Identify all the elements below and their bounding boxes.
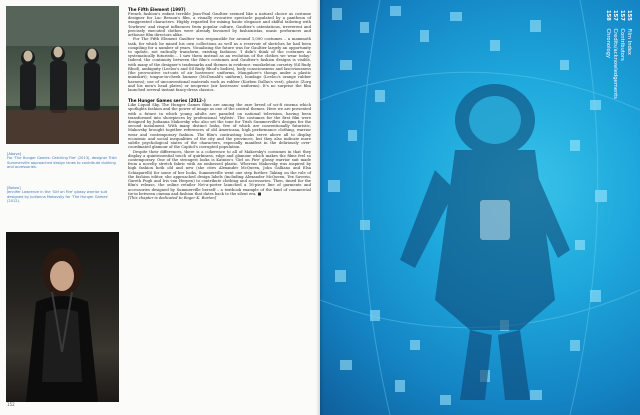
dedication: [This chapter is dedicated to Roger K. Burton] xyxy=(128,195,217,200)
book-gutter xyxy=(316,0,324,415)
contents-item[interactable]: 155 Film Index xyxy=(626,10,632,55)
paragraph: For The Fifth Element Gaultier was responsible for around 1,000 costumes – a mammoth task, for which he mined his own collections as well as a reservoir of sketches he had been compiling for a number of years. Visualising the future was for Gaultier largely an opportunity to update, not radically transform, existing fashions: 'I didn't think of the costumes as systematically futuristic... I saw them instead as an evolution of the clothes we wear today.' Indeed, the continuity between the film's costumes and Gaultier's fashion designs is visible, with many of the designer's trademarks and themes in evidence: exoskeleton corsetry (Sil Rudy Rhod), ambiguity (Leeloo's and Sil Rudy Rhod's bodies), body consciousness and lasciviousness (the provocative cut-outs of air hostesses' uniforms, Mangalore's thongs under a plastic miniskirt); tongue-in-cheek humour (McDonald's uniform), bondage (Leeloo's orange rubber harness); use of unconventional materials such as rubber (Korben Dallas's vest), plastic (Zorg and his men's head plates) or neoprene (air hostesses' uniforms). It's no surprise the film launched several instant fancy-dress classics. xyxy=(128,37,311,92)
page-number: 152 xyxy=(7,402,15,407)
caption-below xyxy=(7,186,117,203)
paragraph: French fashion's enfant terrible Jean-Paul Gaultier seemed like a natural choice as costume designer for Luc Besson's film, a visually evocative spectacle populated by a pantheon of exaggerated characters. Highly regarded for mixing haute elegance and skilful tailoring with 'lowbrow' and risqué influences from popular culture, Gaultier's ostentatious, irreverent and precisely executed clothes were already favoured by fashionistas, music performers and arthouse film directors alike. xyxy=(128,12,311,38)
caption-text: Jennifer Lawrence in the 'Girl on Fire' glossy warrior suit designed by Judianna Makovsky for 'The Hunger Games' (2012). xyxy=(7,190,109,203)
caption-above xyxy=(7,152,117,169)
caption-tag: [Below] xyxy=(7,186,21,190)
paragraph: Despite their differences, there is a coherence to all of Makovsky's costumes in that they display a quintessential touch of quirkiness, edge and glamour which makes the films feel so contemporary. One of the strongest looks is Katniss's 'Girl on Fire' glossy warrior suit made from a novelty stretch fabric with an embossed plastic. Whereas Makovsky was inspired by high fashion both old and new (she cites Alexander McQueen, John Galliano and Elsa Schiaparelli) for some of her looks, Summerville went one step further. Taking on the role of the fashion editor, she approached design labels (including Alexander McQueen, Tex Saverio, Gareth Pugh and Iris van Herpen) to contribute clothing and accessories. Then, timed for the film's release, the online retailer Net-a-porter launched a 16-piece line of garments and accessories designed by Summerville herself – a textbook example of the kind of commercial tie-in between cinema and fashion that dates back to the silent era. ■ xyxy=(128,149,311,196)
right-page-space-photo xyxy=(320,0,640,415)
body-column xyxy=(128,7,311,200)
paragraph: Like Liquid Sky, The Hunger Games films are among the rare breed of sci-fi cinema which spotlights fashion and the power of image as one of the central themes. Here we are presented with a future in which young adults are paraded on national television, having been transformed into showpieces by professional 'stylists'. The costumes for the first film were designed by Judianna Makovsky who also set the tone for Trish Summerville's designs for the second instalment. With many distinct looks, few of which are conventionally futuristic, Makovsky brought together references of old Americana, high performance clothing, warrior wear and contemporary fashion. The film's contrasting looks serve above all to display economic and social inequalities of the city and the provinces, but they also indicate more subtle psychological states of the characters, especially manifest in the deliriously over-coordinated glamour of the Capitol's corrupted population. xyxy=(128,103,311,150)
contents-item[interactable]: 157 Contributors xyxy=(619,10,625,61)
contents-item[interactable]: 158 Chronology xyxy=(605,10,611,59)
contents-item[interactable]: 157 Credits/acknowledgements xyxy=(612,10,618,99)
section-title: The Fifth Element (1997) xyxy=(128,7,186,12)
caption-text: For 'The Hunger Games: Catching Fire' (2013), designer Trish Summerville approached design lanes to contribute clothing and accessories. xyxy=(7,156,117,169)
section-title: The Hunger Games series (2012–) xyxy=(128,98,206,104)
astronaut-figure xyxy=(320,0,640,415)
photo-hunger-games-catching-fire xyxy=(6,6,119,144)
photo-hunger-games-girl-on-fire xyxy=(6,232,119,402)
caption-tag: [Above] xyxy=(7,152,22,156)
contents-list xyxy=(604,10,632,99)
